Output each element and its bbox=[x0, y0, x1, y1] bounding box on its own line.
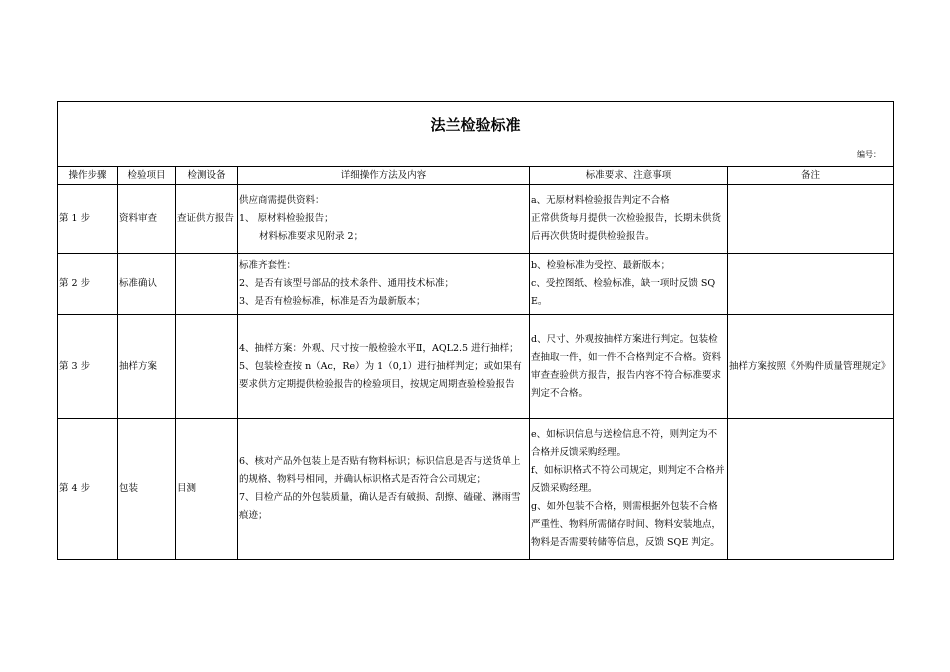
remarks-cell bbox=[728, 419, 894, 560]
requirement-line: b、检验标准为受控、最新版本； bbox=[531, 260, 671, 271]
header-equipment: 检测设备 bbox=[176, 167, 238, 185]
remarks-cell: 抽样方案按照《外购件质量管理规定》 bbox=[728, 315, 894, 419]
table-row bbox=[58, 254, 894, 315]
header-remarks: 备注 bbox=[728, 167, 894, 185]
header-details: 详细操作方法及内容 bbox=[238, 167, 530, 185]
table-header-row bbox=[58, 167, 894, 185]
detail-line: 4、抽样方案：外观、尺寸按一般检验水平Ⅱ，AQL2.5 进行抽样； bbox=[239, 342, 519, 354]
document-number-label: 编号： bbox=[58, 144, 894, 167]
page-title: 法兰检验标准 bbox=[58, 102, 894, 145]
requirements-cell bbox=[530, 185, 728, 254]
requirement-line: d、尺寸、外观按抽样方案进行判定。包装检查抽取一件，如一件不合格判定不合格。资料审查查验供方报告，报告内容不符合标准要求判定不合格。 bbox=[531, 333, 722, 399]
table-row bbox=[58, 185, 894, 254]
detail-line: 7、目检产品的外包装质量，确认是否有破损、刮擦、磕碰、淋雨雪痕迹； bbox=[239, 492, 521, 521]
detail-line: 1、 原材料检验报告； bbox=[239, 213, 334, 224]
details-cell bbox=[238, 185, 530, 254]
equipment-cell bbox=[176, 315, 238, 419]
header-item: 检验项目 bbox=[118, 167, 176, 185]
detail-line: 2、是否有该型号部品的技术条件、通用技术标准； bbox=[239, 278, 455, 289]
detail-line: 6、核对产品外包装上是否贴有物料标识；标识信息是否与送货单上的规格、物料号相同，并确认标识格式是否符合公司规定； bbox=[239, 456, 521, 485]
step-cell: 第 3 步 bbox=[58, 315, 118, 419]
detail-line: 供应商需提供资料： bbox=[239, 195, 325, 206]
requirement-line: g、如外包装不合格，则需根据外包装不合格严重性、物料所需储存时间、物料安装地点，物料是否需要转储等信息，反馈 SQE 判定。 bbox=[531, 501, 722, 548]
item-cell: 标准确认 bbox=[118, 254, 176, 315]
remarks-cell bbox=[728, 185, 894, 254]
requirement-line: c、受控图纸、检验标准，缺一项时反馈 SQE。 bbox=[531, 278, 716, 307]
requirement-line: f、如标识格式不符公司规定，则判定不合格并反馈采购经理。 bbox=[531, 465, 725, 494]
step-cell: 第 4 步 bbox=[58, 419, 118, 560]
table-row bbox=[58, 419, 894, 560]
requirement-line: a、无原材料检验报告判定不合格 bbox=[531, 195, 670, 206]
detail-line: 3、是否有检验标准，标准是否为最新版本； bbox=[239, 296, 426, 307]
equipment-cell bbox=[176, 254, 238, 315]
item-cell: 资料审查 bbox=[118, 185, 176, 254]
details-cell bbox=[238, 254, 530, 315]
requirements-cell bbox=[530, 419, 728, 560]
requirement-line: 正常供货每月提供一次检验报告，长期未供货后再次供货时提供检验报告。 bbox=[531, 213, 722, 242]
step-cell: 第 1 步 bbox=[58, 185, 118, 254]
equipment-cell: 查证供方报告 bbox=[176, 185, 238, 254]
details-cell bbox=[238, 419, 530, 560]
step-cell: 第 2 步 bbox=[58, 254, 118, 315]
requirements-cell bbox=[530, 254, 728, 315]
detail-line: 材料标准要求见附录 2； bbox=[259, 231, 364, 242]
item-cell: 抽样方案 bbox=[118, 315, 176, 419]
details-cell bbox=[238, 315, 530, 419]
detail-line: 5、包装检查按 n（Ac，Re）为 1（0,1）进行抽样判定；或如果有要求供方定期提供检验报告的检验项目，按规定周期查验检验报告 bbox=[239, 360, 522, 390]
inspection-standard-sheet bbox=[57, 101, 893, 560]
remarks-cell bbox=[728, 254, 894, 315]
requirements-cell bbox=[530, 315, 728, 419]
detail-line: 标准齐套性： bbox=[239, 260, 297, 271]
equipment-cell: 目测 bbox=[176, 419, 238, 560]
inspection-table bbox=[57, 101, 894, 560]
item-cell: 包装 bbox=[118, 419, 176, 560]
requirement-line: e、如标识信息与送检信息不符，则判定为不合格并反馈采购经理。 bbox=[531, 429, 718, 458]
table-row bbox=[58, 315, 894, 419]
header-requirements: 标准要求、注意事项 bbox=[530, 167, 728, 185]
header-step: 操作步骤 bbox=[58, 167, 118, 185]
